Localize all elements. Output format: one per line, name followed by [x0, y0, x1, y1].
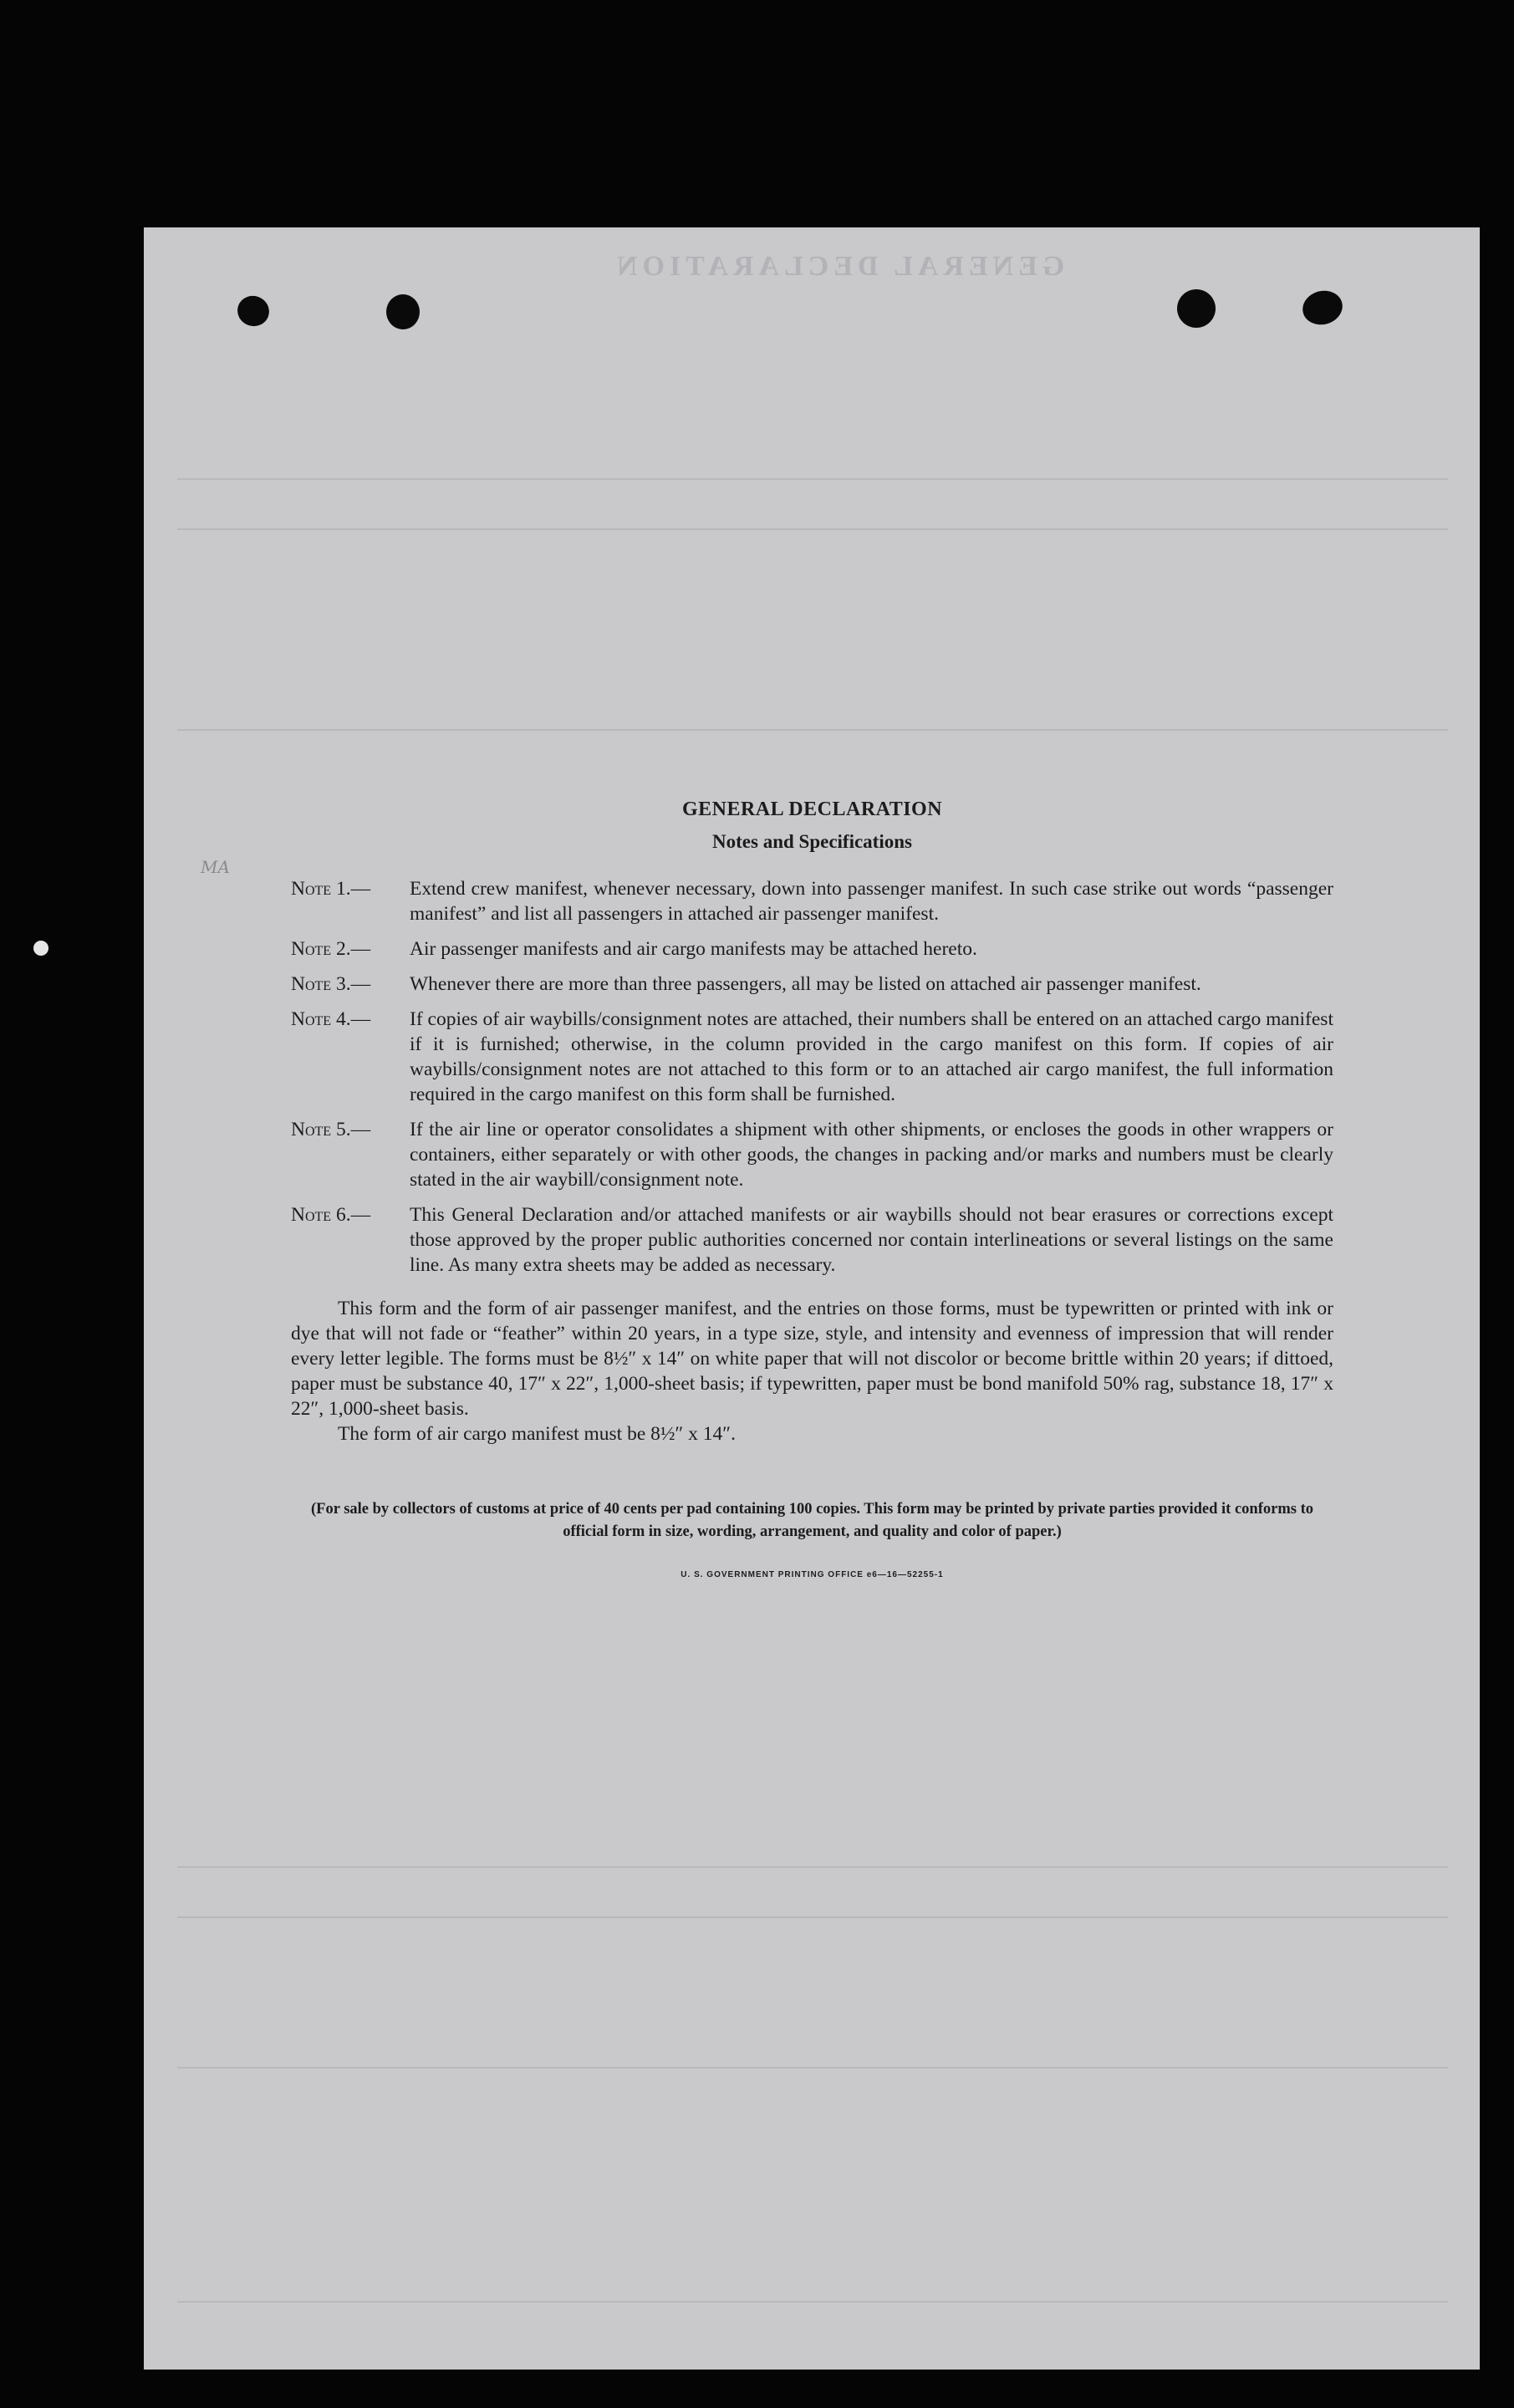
- bleed-through-rule: [177, 2301, 1448, 2303]
- handwritten-mark: MA: [201, 857, 230, 877]
- cargo-manifest-size-note: The form of air cargo manifest must be 8½″ x 14″.: [338, 1423, 736, 1445]
- form-subtitle: Notes and Specifications: [712, 831, 912, 852]
- bleed-through-heading: GENERAL DECLARATION: [612, 251, 1065, 282]
- note-text: Air passenger manifests and air cargo manifests may be attached hereto.: [410, 938, 977, 960]
- note-text: Extend crew manifest, whenever necessary, down into passenger manifest. In such case strike out words “passenger manifest” and list all passengers in attached air passenger manifest.: [410, 878, 1333, 925]
- note-6: [291, 1202, 1333, 1278]
- printing-office-imprint: U. S. GOVERNMENT PRINTING OFFICE e6—16—52255-1: [681, 1570, 944, 1579]
- note-text: If the air line or operator consolidates a shipment with other shipments, or encloses the goods in other wrappers or containers, either separately or with other goods, the changes in packing and/or marks and numbers must be clearly stated in the air waybill/consignment note.: [410, 1119, 1333, 1191]
- form-title: GENERAL DECLARATION: [681, 798, 943, 820]
- note-text: This General Declaration and/or attached manifests or air waybills should not bear erasures or corrections except those approved by the proper public authorities concerned nor contain interlineations or several listings on the same line. As many extra sheets may be added as necessary.: [410, 1204, 1333, 1276]
- note-label: Note 6.—: [291, 1204, 371, 1226]
- note-label: Note 4.—: [291, 1008, 371, 1030]
- notes-and-specifications: [291, 798, 1333, 1579]
- bleed-through-rule: [177, 1916, 1448, 1918]
- note-4: [291, 1007, 1333, 1107]
- form-specification-paragraph: This form and the form of air passenger manifest, and the entries on those forms, must be typewritten or printed with ink or dye that will not fade or “feather” within 20 years, in a type size, style, and intensity and evenness of impression that will render every letter legible. The forms must be 8½″ x 14″ on white paper that will not discolor or become brittle within 20 years; if dittoed, paper must be substance 40, 17″ x 22″, 1,000-sheet basis; if typewritten, paper must be bond manifold 50% rag, substance 18, 17″ x 22″, 1,000-sheet basis.: [291, 1298, 1333, 1420]
- note-label: Note 2.—: [291, 938, 371, 960]
- punch-hole-left-1: [233, 292, 273, 331]
- bleed-through-rule: [177, 528, 1448, 530]
- note-5: [291, 1117, 1333, 1192]
- note-text: If copies of air waybills/consignment notes are attached, their numbers shall be entered on an attached cargo manifest if it is furnished; otherwise, in the column provided in the cargo manifest on this form. If copies of air waybills/consignment notes are not attached to this form or to an attached air cargo manifest, the full information required in the cargo manifest on this form shall be furnished.: [410, 1008, 1333, 1105]
- bleed-through-rule: [177, 2067, 1448, 2069]
- note-1: [291, 876, 1333, 926]
- note-text: Whenever there are more than three passengers, all may be listed on attached air passenger manifest.: [410, 973, 1201, 995]
- note-label: Note 5.—: [291, 1119, 371, 1140]
- note-label: Note 1.—: [291, 878, 371, 900]
- bleed-through-rule: [177, 1866, 1448, 1868]
- bleed-through-rule: [177, 729, 1448, 731]
- margin-speck: [33, 941, 48, 956]
- note-label: Note 3.—: [291, 973, 371, 995]
- bleed-through-rule: [177, 478, 1448, 480]
- note-3: [291, 972, 1333, 997]
- punch-hole-left-2: [386, 294, 420, 329]
- note-2: [291, 936, 1333, 962]
- sale-notice: (For sale by collectors of customs at price of 40 cents per pad containing 100 copies. This form may be printed by private parties provided it conforms to official form in size, wording, arrangement, and quality and color of paper.): [311, 1501, 1313, 1540]
- punch-hole-right-1: [1177, 289, 1216, 328]
- punch-hole-right-2: [1299, 286, 1347, 329]
